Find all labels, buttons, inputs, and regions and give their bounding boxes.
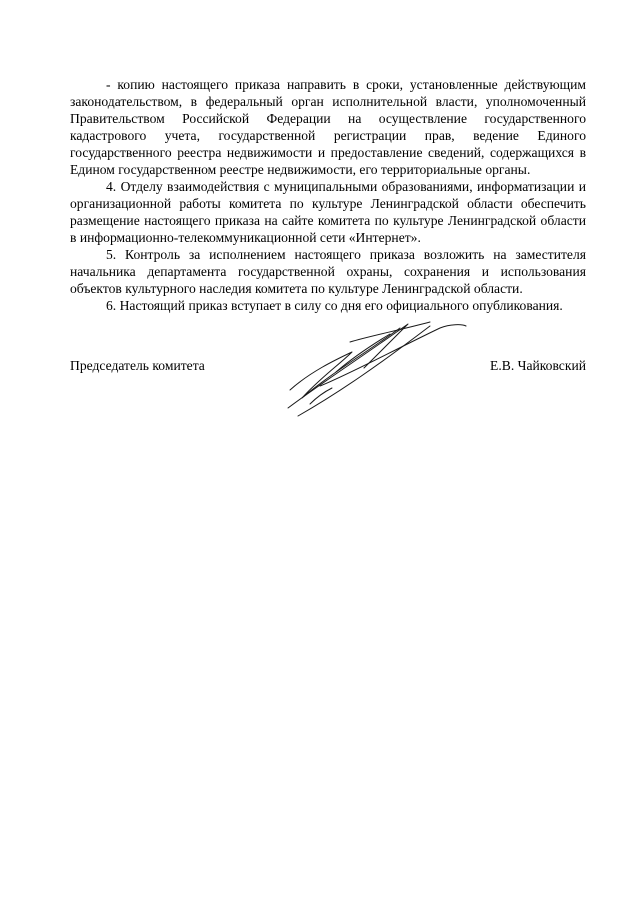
signatory-position: Председатель комитета [70,358,205,373]
paragraph-item-5: 5. Контроль за исполнением настоящего приказа возложить на заместителя начальника департамента государственной охраны, сохранения и использования объектов культурного наследия комитета по культуре Ленинградской области. [70,247,586,296]
paragraph-cadastral-copy: - копию настоящего приказа направить в сроки, установленные действующим законодательством, в федеральный орган исполнительной власти, уполномоченный Правительством Российской Федерации на осуществление государственного кадастрового учета, государственной регистрации прав, ведение Единого государственного реестра недвижимости и предоставление сведений, содержащихся в Едином государственном реестре недвижимости, его территориальные органы. [70,77,586,177]
handwritten-signature [280,312,470,422]
paragraph-item-6: 6. Настоящий приказ вступает в силу со дня его официального опубликования. [106,298,563,313]
paragraph-item-4: 4. Отделу взаимодействия с муниципальными образованиями, информатизации и организационной работы комитета по культуре Ленинградской области обеспечить размещение настоящего приказа на сайте комитета по культуре Ленинградской области в информационно-телекоммуникационной сети «Интернет». [70,179,586,245]
document-body [70,76,586,314]
signatory-name: Е.В. Чайковский [490,358,586,373]
